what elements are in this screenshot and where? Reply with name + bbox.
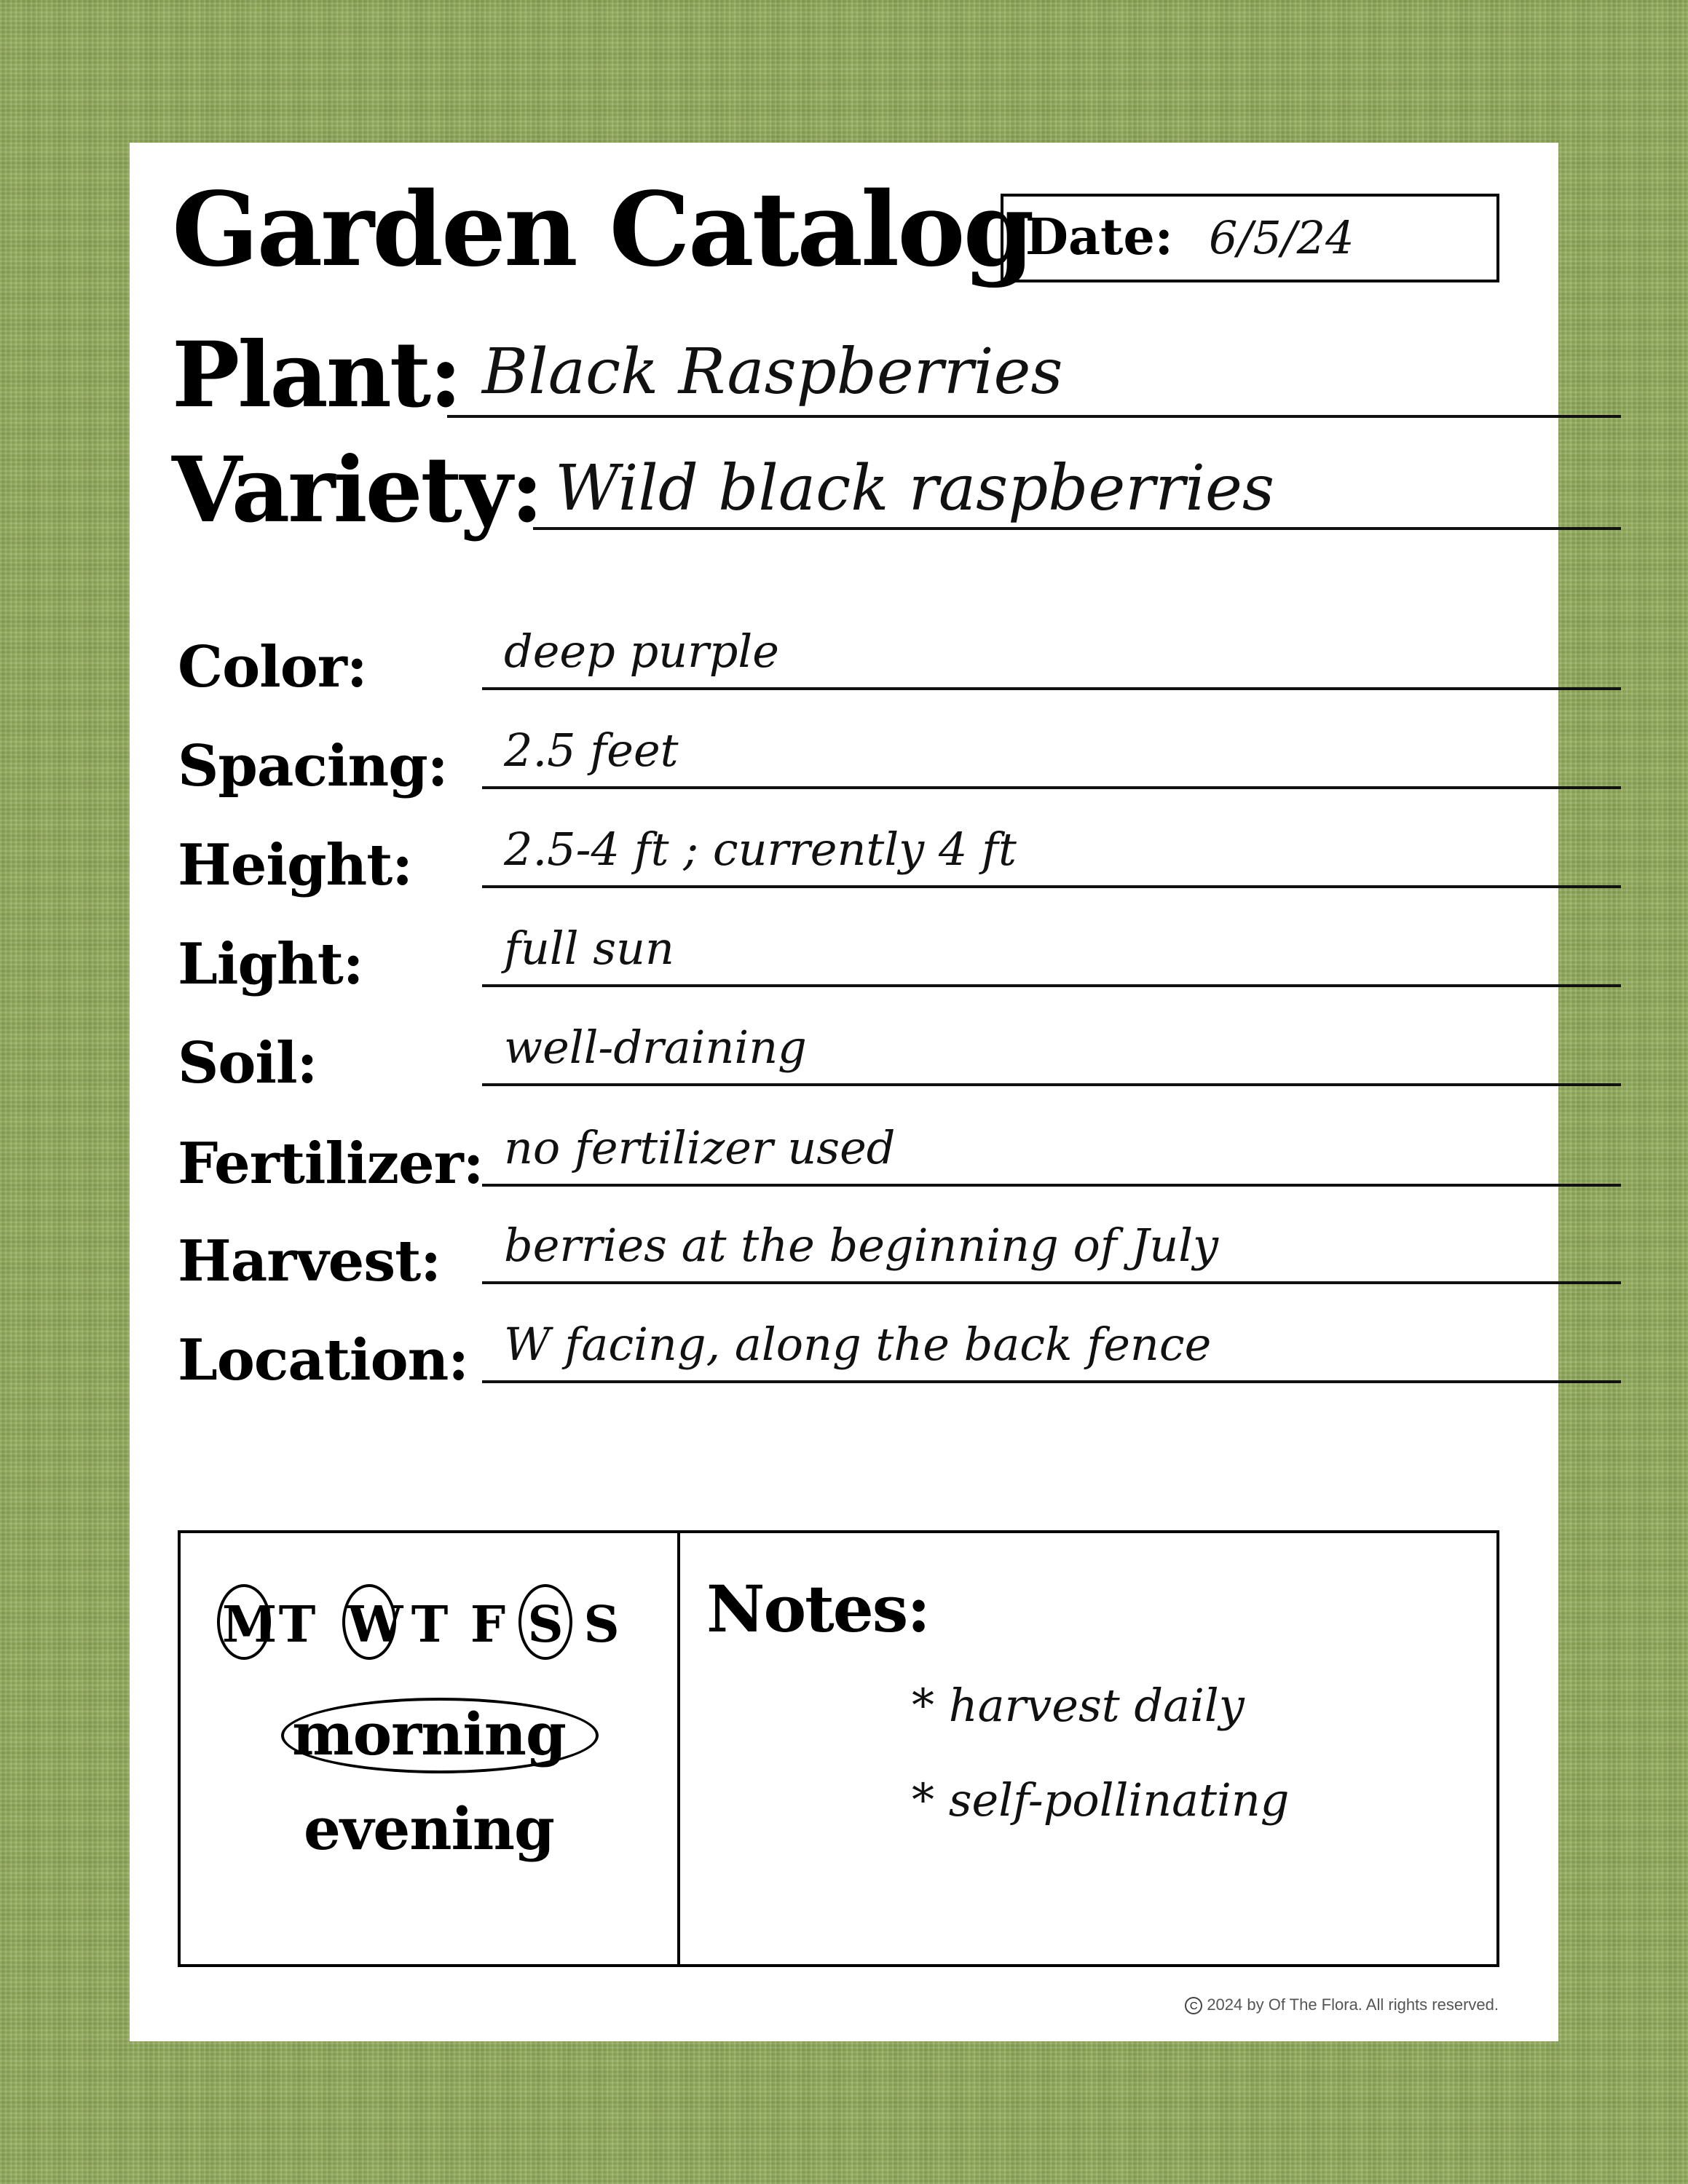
field-line bbox=[482, 1184, 1621, 1187]
field-line bbox=[482, 1380, 1621, 1383]
field-value: 2.5 feet bbox=[504, 724, 679, 777]
date-value: 6/5/24 bbox=[1209, 211, 1354, 264]
copyright-footer bbox=[1185, 1995, 1499, 2014]
field-row-location bbox=[130, 1315, 1558, 1402]
field-label: Height: bbox=[178, 832, 413, 898]
day-letter: T bbox=[411, 1596, 449, 1654]
variety-label: Variety: bbox=[172, 438, 542, 543]
plant-value: Black Raspberries bbox=[482, 336, 1063, 408]
field-value: well-draining bbox=[504, 1021, 807, 1074]
day-letter: S bbox=[527, 1596, 564, 1654]
field-line bbox=[482, 1281, 1621, 1284]
box-divider bbox=[677, 1533, 680, 1964]
field-value: 2.5-4 ft ; currently 4 ft bbox=[504, 823, 1017, 876]
time-evening: evening bbox=[304, 1795, 554, 1863]
field-row-fertilizer bbox=[130, 1118, 1558, 1206]
schedule-notes-box bbox=[178, 1530, 1499, 1967]
field-line bbox=[482, 984, 1621, 987]
watering-days bbox=[217, 1584, 654, 1664]
field-row-spacing bbox=[130, 721, 1558, 808]
plant-label: Plant: bbox=[172, 323, 460, 428]
field-label: Color: bbox=[178, 634, 367, 700]
field-line bbox=[482, 885, 1621, 888]
day-letter: F bbox=[470, 1596, 506, 1654]
day-letter: S bbox=[583, 1596, 620, 1654]
field-label: Harvest: bbox=[178, 1228, 441, 1294]
catalog-page bbox=[130, 143, 1558, 2041]
field-row-light bbox=[130, 919, 1558, 1006]
field-line bbox=[482, 786, 1621, 789]
page-title: Garden Catalog bbox=[172, 170, 1033, 290]
copyright-icon: C bbox=[1185, 1997, 1202, 2014]
note-item: * self-pollinating bbox=[912, 1773, 1290, 1827]
field-label: Spacing: bbox=[178, 733, 448, 799]
field-label: Soil: bbox=[178, 1030, 318, 1096]
notes-title: Notes: bbox=[706, 1571, 929, 1647]
variety-value: Wild black raspberries bbox=[555, 452, 1274, 525]
field-value: no fertilizer used bbox=[504, 1121, 896, 1174]
day-letter: W bbox=[347, 1596, 403, 1654]
day-letter: M bbox=[222, 1596, 277, 1654]
field-line bbox=[482, 1083, 1621, 1086]
date-label: Date: bbox=[1025, 208, 1173, 266]
time-morning: morning bbox=[292, 1700, 566, 1768]
field-value: full sun bbox=[504, 922, 674, 975]
note-item: * harvest daily bbox=[912, 1679, 1245, 1732]
field-line bbox=[482, 687, 1621, 690]
date-box bbox=[1001, 194, 1499, 282]
variety-line bbox=[533, 527, 1621, 530]
field-row-soil bbox=[130, 1018, 1558, 1105]
field-label: Light: bbox=[178, 931, 363, 997]
field-row-color bbox=[130, 622, 1558, 709]
field-row-height bbox=[130, 820, 1558, 907]
day-letter: T bbox=[278, 1596, 316, 1654]
field-row-harvest bbox=[130, 1216, 1558, 1303]
plant-line bbox=[447, 415, 1621, 418]
field-value: W facing, along the back fence bbox=[504, 1318, 1212, 1371]
field-value: deep purple bbox=[504, 625, 779, 678]
copyright-text: 2024 by Of The Flora. All rights reserved. bbox=[1207, 1995, 1499, 2014]
field-label: Location: bbox=[178, 1327, 469, 1393]
field-value: berries at the beginning of July bbox=[504, 1219, 1219, 1272]
field-label: Fertilizer: bbox=[178, 1131, 484, 1197]
